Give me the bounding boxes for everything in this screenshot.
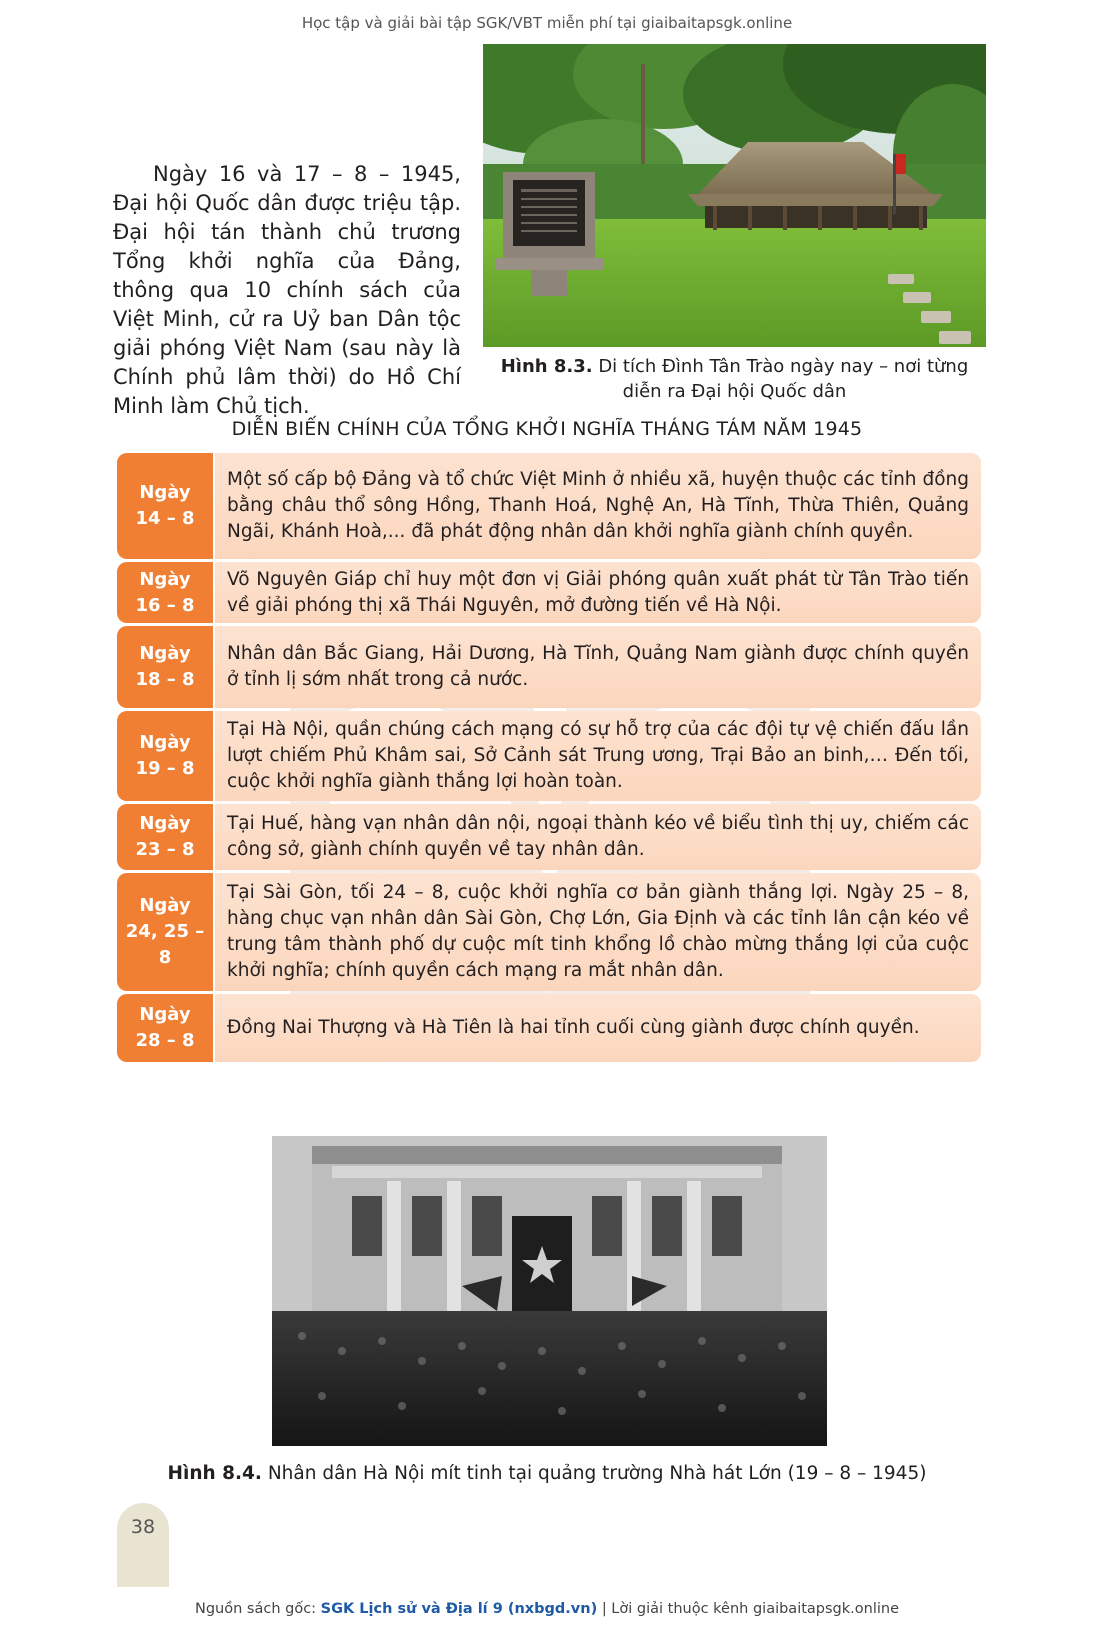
timeline-date: Ngày 14 – 8 (117, 453, 215, 559)
page-footer (0, 1601, 1094, 1617)
timeline-event: Tại Huế, hàng vạn nhân dân nội, ngoại thành kéo về biểu tình thị uy, chiếm các công sở, giành chính quyền về tay nhân dân. (215, 804, 981, 870)
intro-paragraph: Ngày 16 và 17 – 8 – 1945, Đại hội Quốc dân được triệu tập. Đại hội tán thành chủ trương Tổng khởi nghĩa của Đảng, thông qua 10 chính sách của Việt Minh, cử ra Uỷ ban Dân tộc giải phóng Việt Nam (sau này là Chính phủ lâm thời) do Hồ Chí Minh làm Chủ tịch. (113, 162, 461, 418)
figure-8-4-label: Hình 8.4. (167, 1463, 262, 1484)
timeline-row (117, 562, 981, 623)
timeline-event: Tại Hà Nội, quần chúng cách mạng có sự hỗ trợ của các đội tự vệ chiến đấu lần lượt chiếm Phủ Khâm sai, Sở Cảnh sát Trung ương, Trại Bảo an binh,… Đến tối, cuộc khởi nghĩa giành thắng lợi hoàn toàn. (215, 711, 981, 801)
figure-8-3-caption (483, 354, 986, 404)
figure-8-4-caption (0, 1463, 1094, 1484)
footer-source-link[interactable]: SGK Lịch sử và Địa lí 9 (nxbgd.vn) (320, 1601, 598, 1617)
timeline-row (117, 873, 981, 991)
timeline-date: Ngày 16 – 8 (117, 562, 215, 623)
timeline-event: Một số cấp bộ Đảng và tổ chức Việt Minh ở nhiều xã, huyện thuộc các tỉnh đồng bằng châu thổ sông Hồng, Thanh Hoá, Nghệ An, Hà Tĩnh, Thừa Thiên, Quảng Ngãi, Khánh Hoà,... đã phát động nhân dân khởi nghĩa giành chính quyền. (215, 453, 981, 559)
timeline-event: Nhân dân Bắc Giang, Hải Dương, Hà Tĩnh, Quảng Nam giành được chính quyền ở tỉnh lị sớm nhất trong cả nước. (215, 626, 981, 708)
timeline-title: DIỄN BIẾN CHÍNH CỦA TỔNG KHỞI NGHĨA THÁNG TÁM NĂM 1945 (231, 418, 863, 440)
footer-prefix: Nguồn sách gốc: (195, 1601, 317, 1617)
timeline-row (117, 994, 981, 1062)
figure-8-4-text: Nhân dân Hà Nội mít tinh tại quảng trường Nhà hát Lớn (19 – 8 – 1945) (267, 1463, 927, 1484)
timeline-event: Võ Nguyên Giáp chỉ huy một đơn vị Giải phóng quân xuất phát từ Tân Trào tiến về giải phóng thị xã Thái Nguyên, mở đường tiến về Hà Nội. (215, 562, 981, 623)
timeline-date: Ngày 19 – 8 (117, 711, 215, 801)
timeline-event: Tại Sài Gòn, tối 24 – 8, cuộc khởi nghĩa cơ bản giành thắng lợi. Ngày 25 – 8, hàng chục vạn nhân dân Sài Gòn, Chợ Lớn, Gia Định và các tỉnh lân cận kéo về trung tâm thành phố dự cuộc mít tinh khổng lồ chào mừng thắng lợi của cuộc khởi nghĩa; chính quyền cách mạng ra mắt nhân dân. (215, 873, 981, 991)
page-number: 38 (130, 1516, 156, 1538)
timeline-date: Ngày 28 – 8 (117, 994, 215, 1062)
timeline-row (117, 626, 981, 708)
hanoi-rally-photo (272, 1136, 827, 1446)
timeline-date: Ngày 24, 25 – 8 (117, 873, 215, 991)
timeline-row (117, 453, 981, 559)
page-header: Học tập và giải bài tập SGK/VBT miễn phí tại giaibaitapsgk.online (301, 14, 793, 32)
timeline-row (117, 804, 981, 870)
timeline-event: Đồng Nai Thượng và Hà Tiên là hai tỉnh cuối cùng giành được chính quyền. (215, 994, 981, 1062)
timeline-row (117, 711, 981, 801)
tan-trao-photo (483, 44, 986, 347)
timeline-date: Ngày 23 – 8 (117, 804, 215, 870)
figure-8-3-label: Hình 8.3. (500, 356, 593, 377)
timeline-date: Ngày 18 – 8 (117, 626, 215, 708)
figure-8-3-text: Di tích Đình Tân Trào ngày nay – nơi từng diễn ra Đại hội Quốc dân (598, 356, 969, 402)
footer-suffix: | Lời giải thuộc kênh giaibaitapsgk.online (601, 1601, 899, 1617)
